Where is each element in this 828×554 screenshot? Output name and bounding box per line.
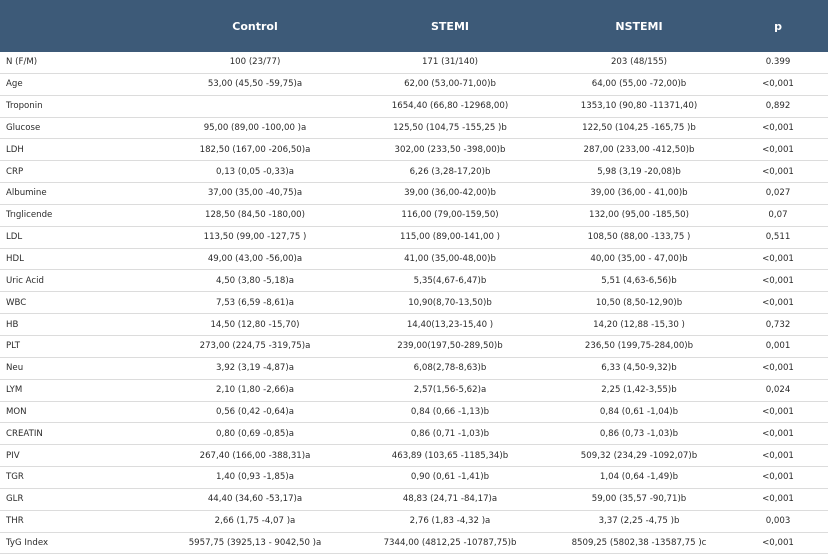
table-row <box>0 401 828 423</box>
table-row <box>0 532 828 554</box>
p-value-cell: 0.399 <box>728 52 828 73</box>
row-label: GLR <box>0 488 160 510</box>
p-value-cell: 0,511 <box>728 226 828 248</box>
table-row <box>0 248 828 270</box>
row-label: PIV <box>0 445 160 467</box>
stemi-cell: 463,89 (103,65 -1185,34)b <box>350 445 550 467</box>
nstemi-cell: 132,00 (95,00 -185,50) <box>550 204 728 226</box>
nstemi-cell: 8509,25 (5802,38 -13587,75 )c <box>550 532 728 554</box>
table-row <box>0 335 828 357</box>
row-label: Trıglicende <box>0 204 160 226</box>
row-label: TGR <box>0 467 160 489</box>
p-value-cell: <0,001 <box>728 467 828 489</box>
p-value-cell: <0,001 <box>728 117 828 139</box>
table-row <box>0 423 828 445</box>
nstemi-cell: 5,98 (3,19 -20,08)b <box>550 161 728 183</box>
row-label: HDL <box>0 248 160 270</box>
control-cell: 53,00 (45,50 -59,75)a <box>160 73 350 95</box>
table-row <box>0 270 828 292</box>
row-label: LYM <box>0 379 160 401</box>
stemi-cell: 115,00 (89,00-141,00 ) <box>350 226 550 248</box>
control-cell: 7,53 (6,59 -8,61)a <box>160 292 350 314</box>
table-row <box>0 467 828 489</box>
row-label: Age <box>0 73 160 95</box>
stemi-cell: 0,86 (0,71 -1,03)b <box>350 423 550 445</box>
row-label: MON <box>0 401 160 423</box>
row-label: LDL <box>0 226 160 248</box>
table-row <box>0 52 828 73</box>
control-cell: 0,80 (0,69 -0,85)a <box>160 423 350 445</box>
row-label: Glucose <box>0 117 160 139</box>
p-value-cell: 0,07 <box>728 204 828 226</box>
control-cell: 1,40 (0,93 -1,85)a <box>160 467 350 489</box>
stemi-cell: 41,00 (35,00-48,00)b <box>350 248 550 270</box>
control-cell: 37,00 (35,00 -40,75)a <box>160 183 350 205</box>
stemi-cell: 239,00(197,50-289,50)b <box>350 335 550 357</box>
stemi-cell: 10,90(8,70-13,50)b <box>350 292 550 314</box>
nstemi-cell: 39,00 (36,00 - 41,00)b <box>550 183 728 205</box>
row-label: Uric Acid <box>0 270 160 292</box>
p-value-cell: <0,001 <box>728 532 828 554</box>
table-row <box>0 379 828 401</box>
row-label: CREATIN <box>0 423 160 445</box>
control-cell: 44,40 (34,60 -53,17)a <box>160 488 350 510</box>
nstemi-cell: 236,50 (199,75-284,00)b <box>550 335 728 357</box>
header-cell-control: Control <box>160 0 350 52</box>
table-row <box>0 95 828 117</box>
table-row <box>0 314 828 336</box>
table-row <box>0 510 828 532</box>
nstemi-cell: 2,25 (1,42-3,55)b <box>550 379 728 401</box>
nstemi-cell: 122,50 (104,25 -165,75 )b <box>550 117 728 139</box>
control-cell: 100 (23/77) <box>160 52 350 73</box>
control-cell: 14,50 (12,80 -15,70) <box>160 314 350 336</box>
p-value-cell: <0,001 <box>728 401 828 423</box>
header-cell-p: p <box>728 0 828 52</box>
stemi-cell: 62,00 (53,00-71,00)b <box>350 73 550 95</box>
table-row <box>0 204 828 226</box>
row-label: Troponin <box>0 95 160 117</box>
control-cell: 3,92 (3,19 -4,87)a <box>160 357 350 379</box>
table-row <box>0 226 828 248</box>
p-value-cell: 0,027 <box>728 183 828 205</box>
table-row <box>0 117 828 139</box>
control-cell: 49,00 (43,00 -56,00)a <box>160 248 350 270</box>
control-cell: 2,66 (1,75 -4,07 )a <box>160 510 350 532</box>
table-row <box>0 357 828 379</box>
nstemi-cell: 40,00 (35,00 - 47,00)b <box>550 248 728 270</box>
stemi-cell: 0,90 (0,61 -1,41)b <box>350 467 550 489</box>
stemi-cell: 1654,40 (66,80 -12968,00) <box>350 95 550 117</box>
p-value-cell: <0,001 <box>728 445 828 467</box>
control-cell: 4,50 (3,80 -5,18)a <box>160 270 350 292</box>
stemi-cell: 0,84 (0,66 -1,13)b <box>350 401 550 423</box>
table-row <box>0 183 828 205</box>
nstemi-cell: 0,84 (0,61 -1,04)b <box>550 401 728 423</box>
control-cell: 128,50 (84,50 -180,00) <box>160 204 350 226</box>
control-cell: 2,10 (1,80 -2,66)a <box>160 379 350 401</box>
p-value-cell: <0,001 <box>728 161 828 183</box>
p-value-cell: 0,024 <box>728 379 828 401</box>
row-label: THR <box>0 510 160 532</box>
stemi-cell: 7344,00 (4812,25 -10787,75)b <box>350 532 550 554</box>
stemi-cell: 171 (31/140) <box>350 52 550 73</box>
control-cell: 95,00 (89,00 -100,00 )a <box>160 117 350 139</box>
stemi-cell: 302,00 (233,50 -398,00)b <box>350 139 550 161</box>
header-cell-label <box>0 0 160 52</box>
nstemi-cell: 0,86 (0,73 -1,03)b <box>550 423 728 445</box>
stemi-cell: 2,76 (1,83 -4,32 )a <box>350 510 550 532</box>
row-label: CRP <box>0 161 160 183</box>
p-value-cell: <0,001 <box>728 423 828 445</box>
stemi-cell: 39,00 (36,00-42,00)b <box>350 183 550 205</box>
stemi-cell: 125,50 (104,75 -155,25 )b <box>350 117 550 139</box>
nstemi-cell: 14,20 (12,88 -15,30 ) <box>550 314 728 336</box>
nstemi-cell: 108,50 (88,00 -133,75 ) <box>550 226 728 248</box>
stemi-cell: 14,40(13,23-15,40 ) <box>350 314 550 336</box>
p-value-cell: <0,001 <box>728 357 828 379</box>
row-label: WBC <box>0 292 160 314</box>
p-value-cell: 0,892 <box>728 95 828 117</box>
control-cell <box>160 95 350 117</box>
header-row <box>0 0 828 52</box>
nstemi-cell: 5,51 (4,63-6,56)b <box>550 270 728 292</box>
table-row <box>0 161 828 183</box>
stemi-cell: 5,35(4,67-6,47)b <box>350 270 550 292</box>
table-header <box>0 0 828 52</box>
stemi-cell: 2,57(1,56-5,62)a <box>350 379 550 401</box>
row-label: PLT <box>0 335 160 357</box>
nstemi-cell: 59,00 (35,57 -90,71)b <box>550 488 728 510</box>
row-label: Neu <box>0 357 160 379</box>
stemi-cell: 116,00 (79,00-159,50) <box>350 204 550 226</box>
p-value-cell: <0,001 <box>728 292 828 314</box>
table-row <box>0 73 828 95</box>
nstemi-cell: 1,04 (0,64 -1,49)b <box>550 467 728 489</box>
row-label: Albumine <box>0 183 160 205</box>
p-value-cell: <0,001 <box>728 139 828 161</box>
nstemi-cell: 6,33 (4,50-9,32)b <box>550 357 728 379</box>
table-row <box>0 292 828 314</box>
row-label: LDH <box>0 139 160 161</box>
control-cell: 0,56 (0,42 -0,64)a <box>160 401 350 423</box>
nstemi-cell: 287,00 (233,00 -412,50)b <box>550 139 728 161</box>
control-cell: 5957,75 (3925,13 - 9042,50 )a <box>160 532 350 554</box>
nstemi-cell: 64,00 (55,00 -72,00)b <box>550 73 728 95</box>
nstemi-cell: 509,32 (234,29 -1092,07)b <box>550 445 728 467</box>
control-cell: 182,50 (167,00 -206,50)a <box>160 139 350 161</box>
control-cell: 273,00 (224,75 -319,75)a <box>160 335 350 357</box>
table-body <box>0 52 828 554</box>
nstemi-cell: 1353,10 (90,80 -11371,40) <box>550 95 728 117</box>
table-row <box>0 488 828 510</box>
p-value-cell: 0,001 <box>728 335 828 357</box>
p-value-cell: <0,001 <box>728 248 828 270</box>
row-label: N (F/M) <box>0 52 160 73</box>
row-label: TyG Index <box>0 532 160 554</box>
p-value-cell: 0,003 <box>728 510 828 532</box>
control-cell: 113,50 (99,00 -127,75 ) <box>160 226 350 248</box>
p-value-cell: <0,001 <box>728 270 828 292</box>
nstemi-cell: 3,37 (2,25 -4,75 )b <box>550 510 728 532</box>
nstemi-cell: 203 (48/155) <box>550 52 728 73</box>
nstemi-cell: 10,50 (8,50-12,90)b <box>550 292 728 314</box>
stemi-cell: 48,83 (24,71 -84,17)a <box>350 488 550 510</box>
header-cell-nstemi: NSTEMI <box>550 0 728 52</box>
table-row <box>0 139 828 161</box>
table-row <box>0 445 828 467</box>
stemi-cell: 6,26 (3,28-17,20)b <box>350 161 550 183</box>
control-cell: 0,13 (0,05 -0,33)a <box>160 161 350 183</box>
stemi-cell: 6,08(2,78-8,63)b <box>350 357 550 379</box>
p-value-cell: 0,732 <box>728 314 828 336</box>
control-cell: 267,40 (166,00 -388,31)a <box>160 445 350 467</box>
p-value-cell: <0,001 <box>728 73 828 95</box>
row-label: HB <box>0 314 160 336</box>
header-cell-stemi: STEMI <box>350 0 550 52</box>
p-value-cell: <0,001 <box>728 488 828 510</box>
